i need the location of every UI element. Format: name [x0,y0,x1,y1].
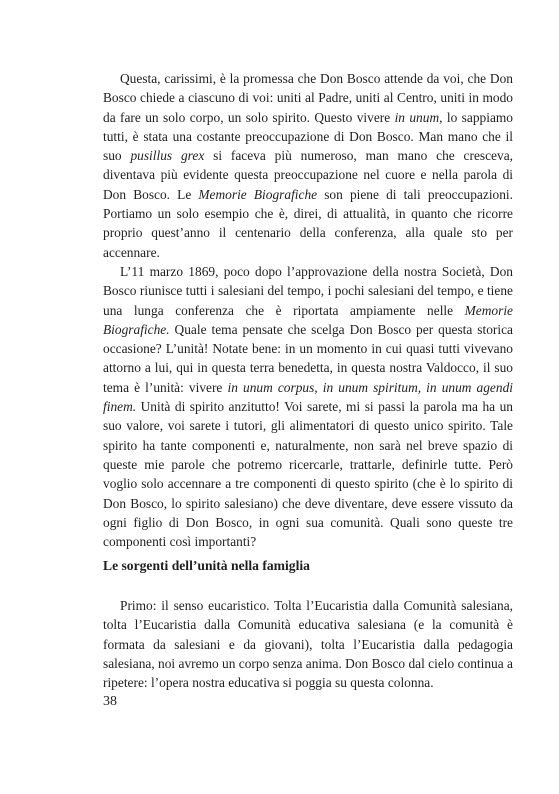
paragraph-1 [103,69,513,262]
italic-phrase: Memorie Biografiche [198,186,318,202]
section-body-text [103,596,513,692]
italic-phrase: Memorie Biografiche. [103,302,513,337]
text-run: L’11 marzo 1869, poco dopo l’approvazione della nostra Società, Don Bosco riunisce tutti i salesiani del tempo, i pochi salesiani del tempo, e tiene una lunga conferenza che è riportata ampiamente nelle [103,263,513,318]
text-run: si faceva più numeroso, man mano che cresceva, diventava più evidente questa preoccupazione nel cuore e nella parola di Don Bosco. Le [103,148,513,202]
section-heading: Le sorgenti dell’unità nella famiglia [103,558,310,573]
text-run: Questa, carissimi, è la promessa che Don Bosco attende da voi, che Don Bosco chiede a ciascuno di voi: uniti al Padre, uniti al Centro, uniti in modo da fare un solo corpo, un solo spirito. Questo vivere [103,71,513,125]
italic-phrase: in unum corpus, in unum spiritum, in unum agendi finem. [103,379,513,415]
text-run: son piene di tali preoccupazioni. Portiamo un solo esempio che è, direi, di attualità, in quanto che ricorre proprio quest’anno il centenario della conferenza, alla quale sto per accennare. [103,186,513,260]
page-number: 38 [103,694,117,709]
italic-phrase: in unum, [394,109,443,125]
body-text [103,69,513,551]
text-run: Quale tema pensate che scelga Don Bosco per questa storica occasione? L’unità! Notate bene: in un momento in cui quasi tutti vivevano attorno a lui, qui in questa terra benedetta, in questa nostra Valdocco, il suo tema è l’unità: vivere [103,321,513,395]
italic-phrase: pusillus grex [130,148,205,164]
text-run: Primo: il senso eucaristico. Tolta l’Eucaristia dalla Comunità salesiana, tolta l’Eucaristia dalla Comunità educativa salesiana (e la comunità è formata da salesiani e da giovani), tolta l’Eucaristia dalla pedagogia salesiana, noi avremo un corpo senza anima. Don Bosco dal cielo continua a ripetere: l’opera nostra educativa si poggia su questa colonna. [103,598,513,691]
text-run: lo sappiamo tutti, è stata una costante preoccupazione di Don Bosco. Man mano che il suo [103,109,513,164]
section-paragraph [103,596,513,692]
paragraph-2 [103,262,513,551]
text-run: Unità di spirito anzitutto! Voi sarete, mi si passi la parola ma ha un suo valore, voi sarete i tutori, gli alimentatori di questo unico spirito. Tale spirito ha tante componenti e, naturalmente, non sarà nel breve spazio di queste mie parole che potremo ricercarle, trattarle, definirle tutte. Però voglio solo accennare a tre componenti di questo spirito (che è lo spirito di Don Bosco, lo spirito salesiano) che deve diventare, deve essere vissuto da ogni figlio di Don Bosco, in ogni sua comunità. Quali sono queste tre componenti così importanti? [103,399,513,550]
